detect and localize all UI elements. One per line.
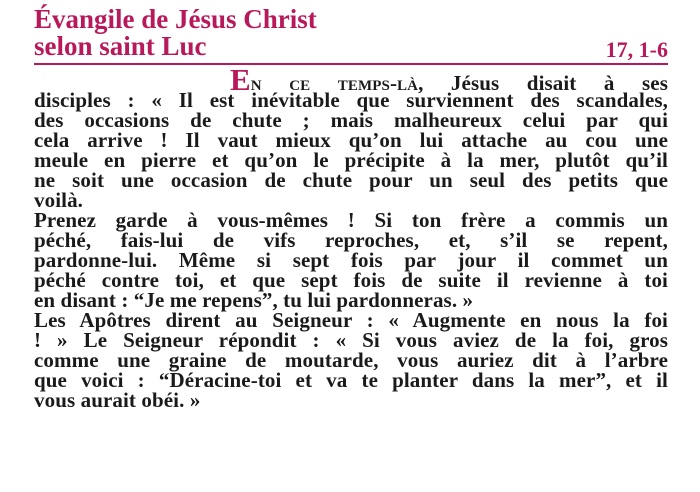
text-line: Les Apôtres dirent au Seigneur : « Augmente en nous la foi	[34, 308, 668, 332]
text-line: meule en pierre et qu’on le précipite à la mer, plutôt qu’il	[34, 148, 668, 172]
gospel-text	[34, 62, 668, 412]
text-line: que voici : “Déracine-toi et va te planter dans la mer”, et il	[34, 368, 668, 392]
drop-cap: E	[230, 62, 251, 97]
text-line-first	[34, 62, 668, 97]
text-line: disciples : « Il est inévitable que surviennent des scandales,	[34, 88, 668, 112]
text-line: des occasions de chute ; mais malheureux celui par qui	[34, 108, 668, 132]
text-line: ne soit une occasion de chute pour un seul des petits que	[34, 168, 668, 192]
scripture-reference: 17, 1-6	[605, 37, 668, 62]
gospel-title-line-1: Évangile de Jésus Christ	[34, 4, 317, 34]
gospel-title-line-2: selon saint Luc	[34, 31, 207, 61]
text-line: péché contre toi, et que sept fois de suite il revienne à toi	[34, 268, 668, 292]
text-line: vous aurait obéi. »	[34, 388, 201, 412]
text-line: voilà.	[34, 188, 84, 212]
text-line: ! » Le Seigneur répondit : « Si vous aviez de la foi, gros	[34, 328, 668, 352]
text-line: en disant : “Je me repens”, tu lui pardonneras. »	[34, 288, 474, 312]
first-line-rest: Jésus disait à ses	[423, 71, 668, 95]
text-line: comme une graine de moutarde, vous auriez dit à l’arbre	[34, 348, 668, 372]
text-line: Prenez garde à vous-mêmes ! Si ton frère a commis un	[34, 208, 668, 232]
opening-words: n ce temps-là,	[250, 71, 424, 95]
text-line: cela arrive ! Il vaut mieux qu’on lui attache au cou une	[34, 128, 668, 152]
header-divider	[34, 63, 668, 65]
text-line: pardonne-lui. Même si sept fois par jour il commet un	[34, 248, 668, 272]
reading-header	[34, 6, 668, 66]
text-line: péché, fais-lui de vifs reproches, et, s’il se repent,	[34, 228, 668, 252]
